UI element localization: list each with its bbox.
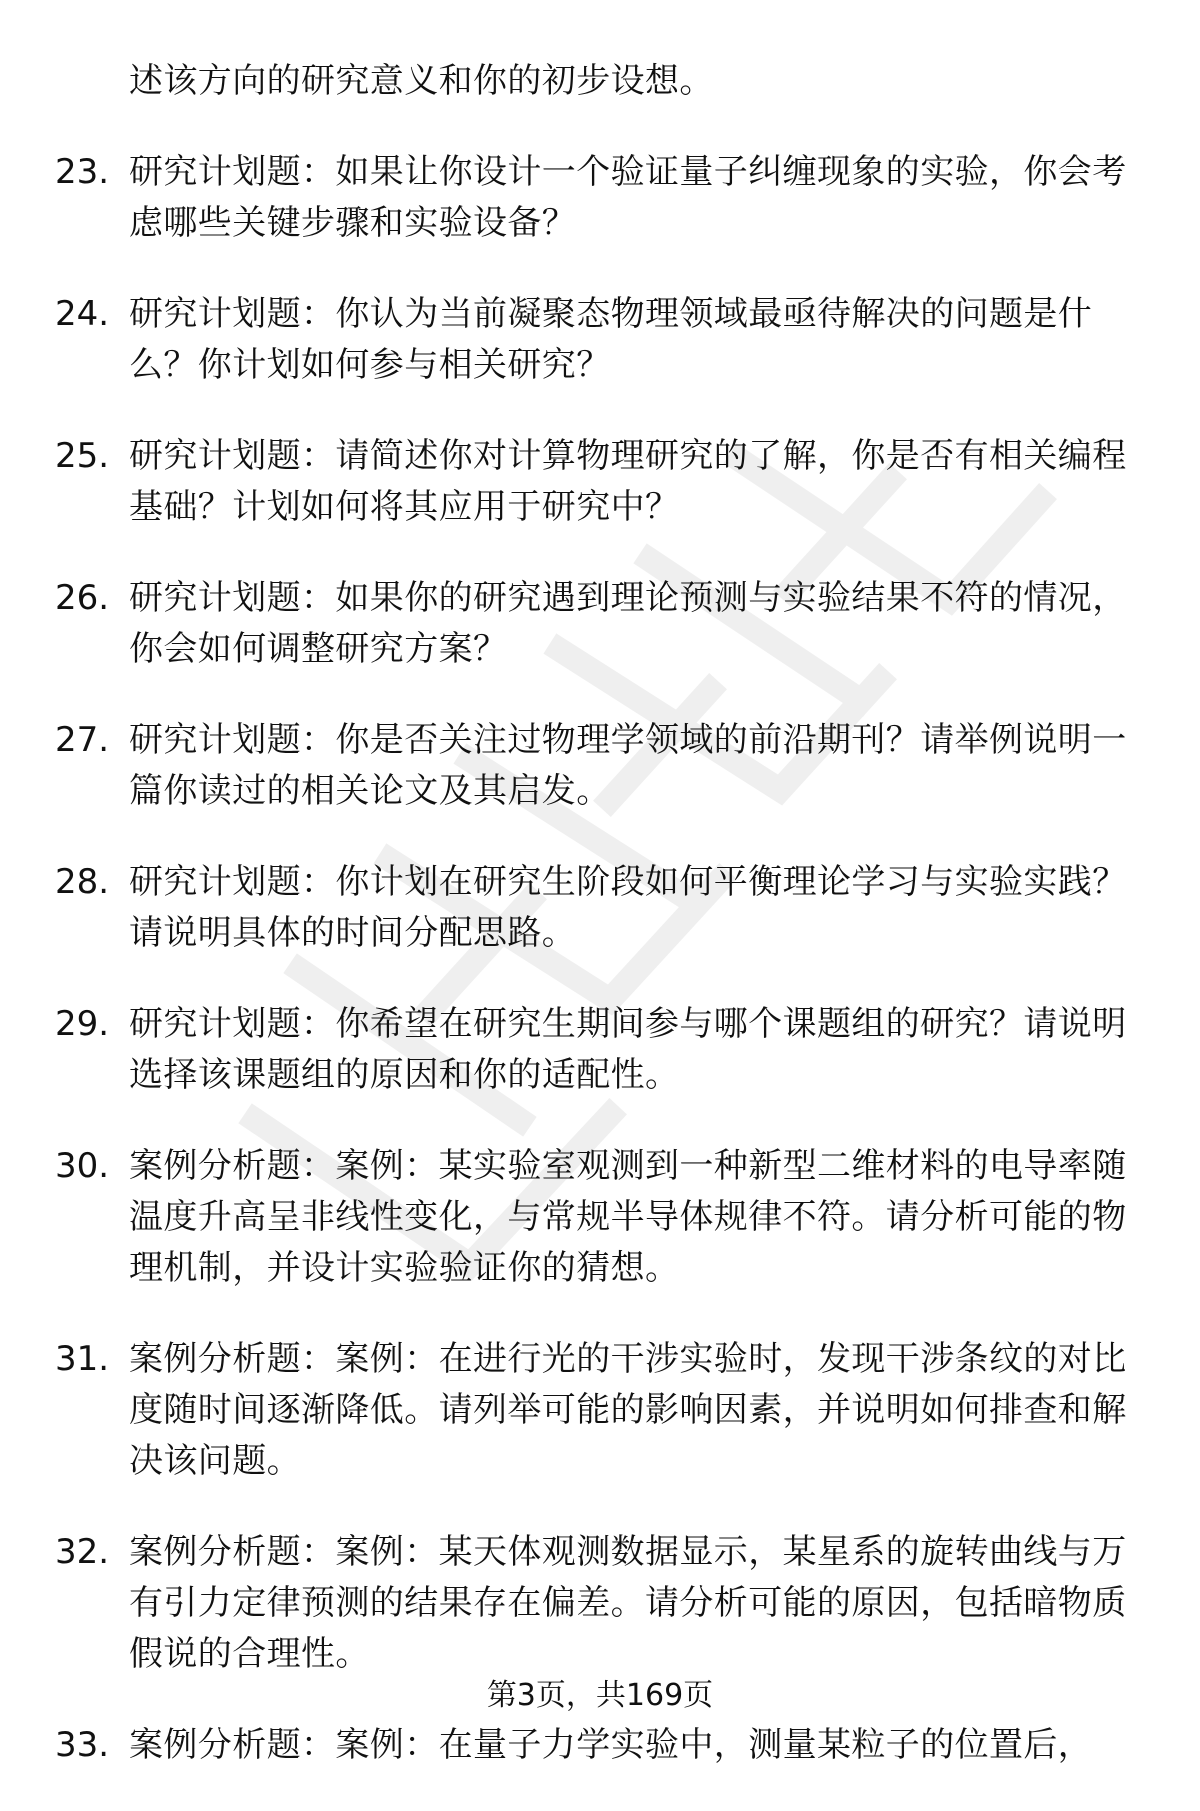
question-item <box>55 431 1135 533</box>
question-text: 案例分析题：案例：在量子力学实验中，测量某粒子的位置后， <box>129 1725 1093 1765</box>
question-number: 28. <box>55 862 110 902</box>
question-number: 27. <box>55 720 110 760</box>
question-text: 研究计划题：你希望在研究生期间参与哪个课题组的研究？请说明选择该课题组的原因和你的适配性。 <box>129 1004 1127 1095</box>
question-item <box>55 715 1135 817</box>
question-number: 32. <box>55 1532 110 1572</box>
question-item <box>55 1720 1135 1771</box>
question-item <box>55 1334 1135 1487</box>
question-text: 研究计划题：请简述你对计算物理研究的了解，你是否有相关编程基础？计划如何将其应用于研究中？ <box>129 436 1127 527</box>
question-text: 案例分析题：案例：某实验室观测到一种新型二维材料的电导率随温度升高呈非线性变化，与常规半导体规律不符。请分析可能的物理机制，并设计实验验证你的猜想。 <box>129 1146 1127 1288</box>
question-text: 案例分析题：案例：某天体观测数据显示，某星系的旋转曲线与万有引力定律预测的结果存在偏差。请分析可能的原因，包括暗物质假说的合理性。 <box>129 1532 1127 1674</box>
question-text: 研究计划题：你是否关注过物理学领域的前沿期刊？请举例说明一篇你读过的相关论文及其启发。 <box>129 720 1127 811</box>
question-number: 33. <box>55 1725 110 1765</box>
question-number: 25. <box>55 436 110 476</box>
question-number: 30. <box>55 1146 110 1186</box>
question-text: 研究计划题：如果让你设计一个验证量子纠缠现象的实验，你会考虑哪些关键步骤和实验设备？ <box>129 152 1127 243</box>
question-list <box>55 56 1135 1811</box>
question-item <box>55 147 1135 249</box>
question-text: 研究计划题：你计划在研究生阶段如何平衡理论学习与实验实践？请说明具体的时间分配思路。 <box>129 862 1127 953</box>
question-item <box>55 289 1135 391</box>
question-number: 26. <box>55 578 110 618</box>
continuation-text: 述该方向的研究意义和你的初步设想。 <box>129 61 714 101</box>
question-text: 研究计划题：你认为当前凝聚态物理领域最亟待解决的问题是什么？你计划如何参与相关研究？ <box>129 294 1093 385</box>
question-text: 研究计划题：如果你的研究遇到理论预测与实验结果不符的情况，你会如何调整研究方案？ <box>129 578 1127 669</box>
question-item <box>55 857 1135 959</box>
question-text: 案例分析题：案例：在进行光的干涉实验时，发现干涉条纹的对比度随时间逐渐降低。请列举可能的影响因素，并说明如何排查和解决该问题。 <box>129 1339 1127 1481</box>
question-number: 23. <box>55 152 110 192</box>
question-item <box>55 1527 1135 1680</box>
question-item <box>55 999 1135 1101</box>
question-number: 29. <box>55 1004 110 1044</box>
question-number: 24. <box>55 294 110 334</box>
question-number: 31. <box>55 1339 110 1379</box>
question-item <box>55 573 1135 675</box>
question-item <box>55 1141 1135 1294</box>
page-footer: 第3页，共169页 <box>486 1678 714 1713</box>
